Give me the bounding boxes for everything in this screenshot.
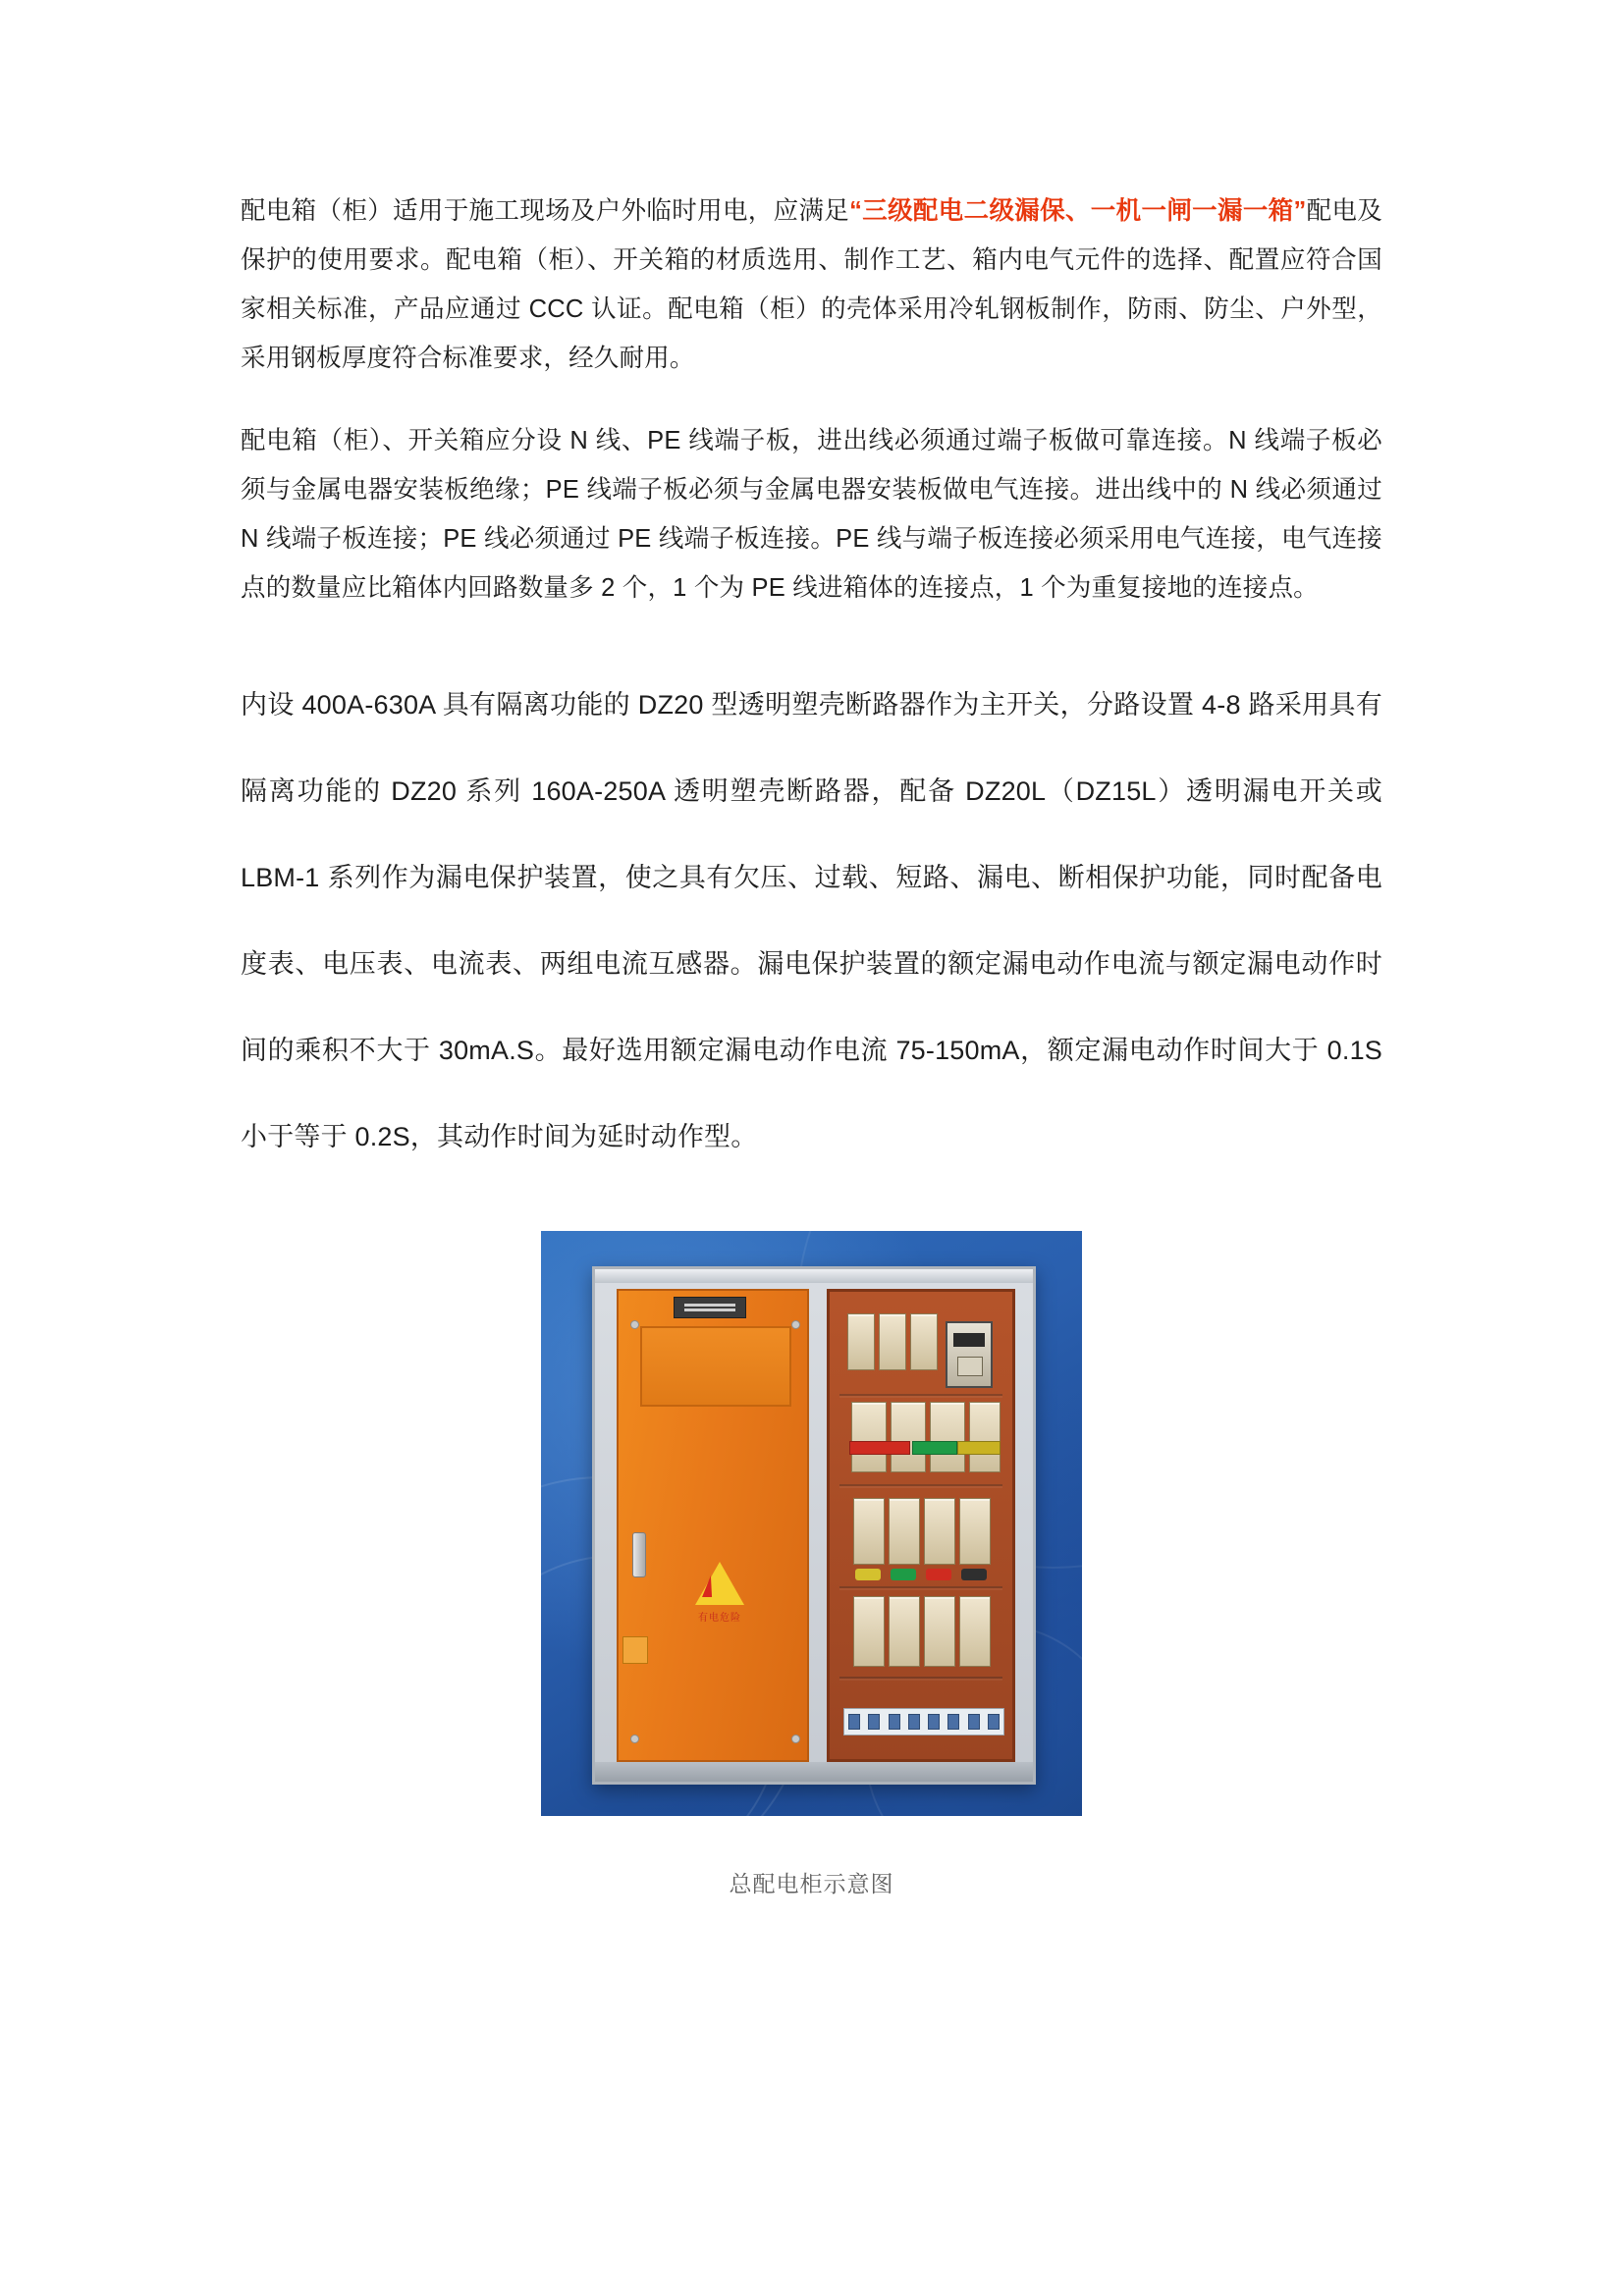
paragraph-1-run-1: 配电箱（柜）适用于施工现场及户外临时用电，应满足 [241,197,850,225]
breaker-icon [853,1596,885,1667]
breaker-icon [853,1498,885,1565]
wire-yellow [855,1569,881,1580]
breaker-icon [930,1402,965,1472]
door-handle [632,1532,646,1577]
panel-rail [839,1394,1002,1398]
figure [241,1231,1382,1898]
cabinet-body [592,1266,1036,1785]
electric-hazard-warning [689,1562,750,1624]
terminal-point [968,1714,980,1730]
breaker-icon [969,1402,1001,1472]
terminal-point [908,1714,920,1730]
screw-icon [791,1735,800,1743]
paragraph-1 [241,187,1382,383]
paragraph-3-run-1: 内设 400A-630A 具有隔离功能的 DZ20 型透明塑壳断路器作为主开关，分路设置 4-8 路采用具有隔离功能的 DZ20 系列 160A-250A 透明塑壳断路器，配备 DZ20L（DZ15L）透明漏电开关或 LBM-1 系列作为漏电保护装置，使之具有欠压、过载、短路、漏电、断相保护功能，同时配备电度表、电压表、电流表、两组电流互感器。漏电保护装置的额定漏电动作电流与额定漏电动作时间的乘积不大于 30mA.S。最好选用额定漏电动作电流 75-150mA，额定漏电动作时间大于 0.1S 小于等于 0.2S，其动作时间为延时动作型。 [241,690,1382,1151]
panel-rail [839,1484,1002,1488]
terminal-point [868,1714,880,1730]
screw-icon [630,1320,639,1329]
breaker-icon [924,1596,955,1667]
paragraph-1-highlight: “三级配电二级漏保、一机一闸一漏一箱” [849,197,1307,225]
terminal-point [988,1714,1000,1730]
busbar-phase-b [912,1441,957,1455]
figure-caption: 总配电柜示意图 [729,1871,894,1896]
nameplate-icon [674,1297,746,1318]
breaker-icon [889,1596,920,1667]
electricity-meter [946,1321,993,1388]
door-latch [622,1636,648,1664]
meter-display [953,1333,985,1347]
busbar-phase-a [849,1441,910,1455]
panel-rail [839,1677,1002,1681]
screw-icon [791,1320,800,1329]
cabinet-interior-panel [827,1289,1015,1762]
meter-dial [957,1357,983,1376]
cabinet-top-edge [595,1269,1033,1283]
breaker-icon [879,1313,906,1370]
wire-black [961,1569,987,1580]
door-vent-panel [640,1326,791,1407]
distribution-cabinet-photo [541,1231,1082,1816]
breaker-icon [959,1498,991,1565]
terminal-point [848,1714,860,1730]
paragraph-1-run-3: 配电及保护的使用要求。配电箱（柜）、开关箱的材质选用、制作工艺、箱内电气元件的选择、配置应符合国家相关标准，产品应通过 CCC 认证。配电箱（柜）的壳体采用冷轧钢板制作，防雨、防尘、户外型，采用钢板厚度符合标准要求，经久耐用。 [241,197,1382,372]
terminal-point [889,1714,900,1730]
breaker-icon [851,1402,887,1472]
panel-rail [839,1586,1002,1590]
wire-red [926,1569,951,1580]
breaker-icon [847,1313,875,1370]
paragraph-2-run-1: 配电箱（柜）、开关箱应分设 N 线、PE 线端子板，进出线必须通过端子板做可靠连接。N 线端子板必须与金属电器安装板绝缘；PE 线端子板必须与金属电器安装板做电气连接。进出线中的 N 线必须通过 N 线端子板连接；PE 线必须通过 PE 线端子板连接。PE 线与端子板连接必须采用电气连接，电气连接点的数量应比箱体内回路数量多 2 个，1 个为 PE 线进箱体的连接点，1 个为重复接地的连接点。 [241,427,1382,602]
terminal-point [928,1714,940,1730]
hazard-triangle-icon [695,1562,744,1605]
breaker-icon [889,1498,920,1565]
breaker-icon [959,1596,991,1667]
paragraph-3 [241,662,1382,1180]
screw-icon [630,1735,639,1743]
breaker-icon [891,1402,926,1472]
breaker-icon [924,1498,955,1565]
cabinet-base [595,1762,1033,1782]
terminal-block [843,1708,1004,1735]
cabinet-door [617,1289,809,1762]
terminal-point [947,1714,959,1730]
hazard-label: 有电危险 [698,1613,741,1624]
wire-green [891,1569,916,1580]
busbar-phase-c [957,1441,1001,1455]
paragraph-2 [241,416,1382,613]
breaker-icon [910,1313,938,1370]
